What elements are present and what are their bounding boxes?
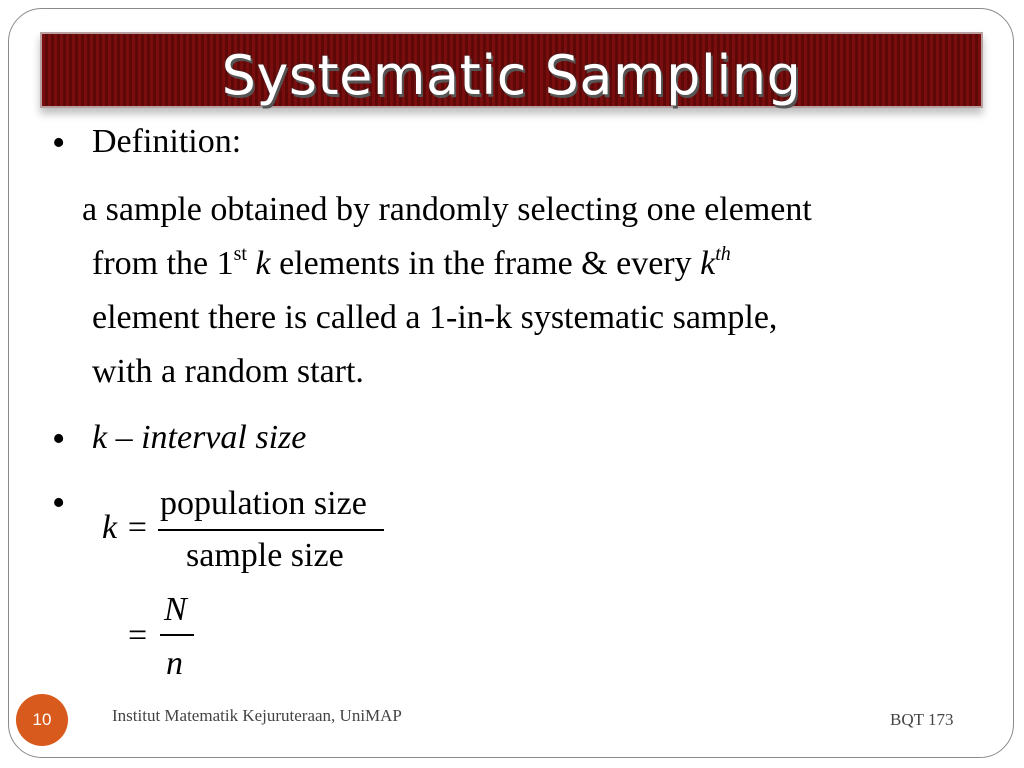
slide-title: Systematic Sampling [221, 44, 802, 107]
definition-line-2: from the 1st k elements in the frame & every $k^{th}$ [92, 243, 731, 282]
definition-label: Definition: [92, 123, 242, 160]
formula-equals: = [128, 617, 148, 654]
formula-denominator: sample size [186, 537, 344, 574]
bullet-marker: • [52, 418, 66, 460]
definition-line-3: element there is called a 1-in-k systematic sample, [92, 299, 778, 336]
formula-numerator-n: N [164, 591, 187, 628]
definition-line-1: a sample obtained by randomly selecting one element [82, 191, 812, 228]
fraction-bar [158, 529, 384, 531]
bullet-marker: • [52, 122, 66, 164]
interval-size-text: k – interval size [92, 419, 307, 456]
footer-course-code: BQT 173 [890, 710, 954, 729]
footer-institution: Institut Matematik Kejuruteraan, UniMAP [112, 706, 402, 725]
bullet-marker: • [52, 482, 66, 524]
formula-numerator: population size [160, 485, 367, 522]
definition-line-4: with a random start. [92, 353, 364, 390]
formula-lhs: k = [102, 509, 149, 546]
formula-denominator-n: n [166, 645, 183, 682]
fraction-bar-2 [160, 634, 194, 636]
page-number-badge: 10 [16, 694, 68, 746]
